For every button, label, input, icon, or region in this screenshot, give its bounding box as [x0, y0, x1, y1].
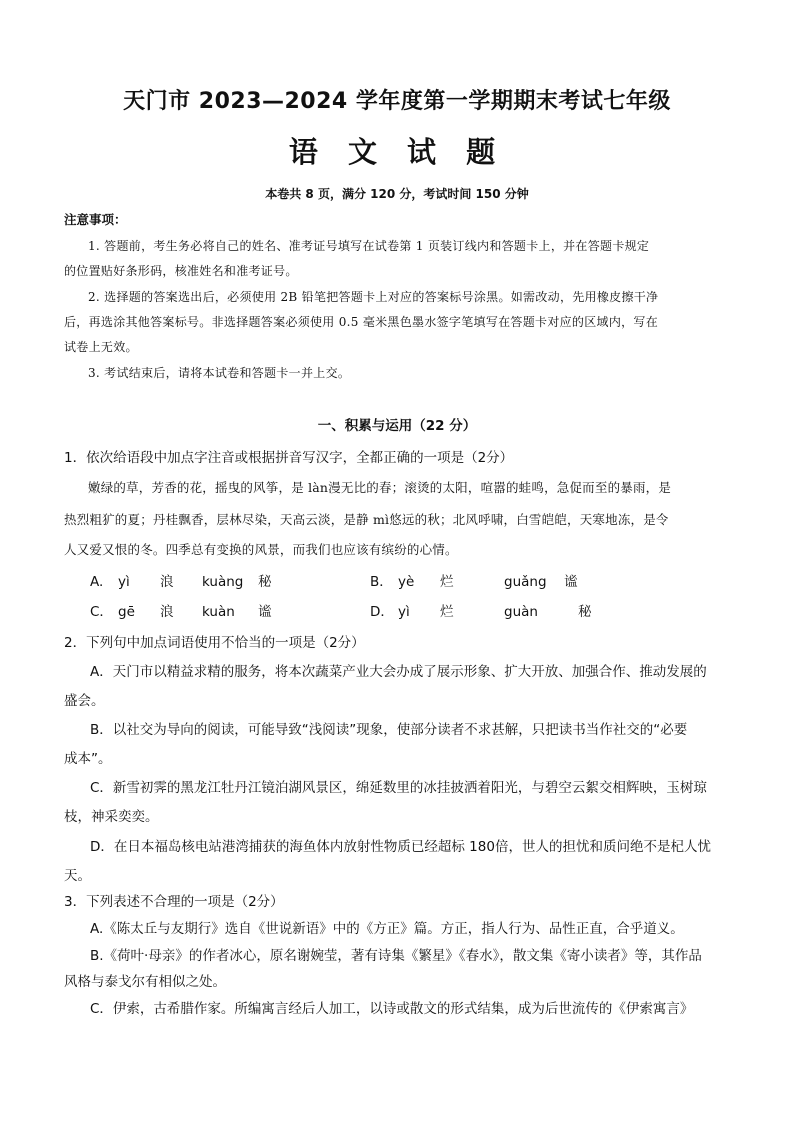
option-part: 烂	[440, 604, 454, 620]
exam-info: 本卷共 8 页，满分 120 分，考试时间 150 分钟	[265, 187, 529, 201]
notice-line: 2. 选择题的答案选出后，必须使用 2B 铅笔把答题卡上对应的答案标号涂黑。如需改动，先用橡皮擦干净	[88, 290, 659, 304]
notice-line: 试卷上无效。	[64, 340, 138, 354]
option-label: A.	[90, 574, 104, 590]
question-2-stem: 2．下列句中加点词语使用不恰当的一项是（2分）	[64, 635, 365, 651]
q2-option-line: C．新雪初霁的黑龙江牡丹江镜泊湖风景区，绵延数里的冰挂披洒着阳光，与碧空云絮交相辉映，玉树琼	[90, 780, 707, 796]
option-part: guàn	[504, 604, 538, 620]
q2-option-line: A．天门市以精益求精的服务，将本次蔬菜产业大会办成了展示形象、扩大开放、加强合作、推动发展的	[90, 664, 707, 680]
q3-option-line: A.《陈太丘与友期行》选自《世说新语》中的《方正》篇。方正，指人行为、品性正直，合乎道义。	[90, 921, 684, 937]
option-label: C．	[90, 604, 113, 620]
q2-option-line: 天。	[64, 868, 91, 884]
exam-subject-title: 语 文 试 题	[288, 135, 506, 169]
q2-option-line: 盛会。	[64, 693, 105, 709]
notice-line: 1. 答题前，考生务必将自己的姓名、准考证号填写在试卷第 1 页装订线内和答题卡上，并在答题卡规定	[88, 239, 650, 253]
option-part: guǎng	[504, 574, 547, 590]
option-part: yì	[118, 574, 130, 590]
q2-option-line: 枝，神采奕奕。	[64, 809, 159, 825]
q1-option-a	[90, 570, 272, 590]
q1-option-d	[370, 600, 592, 620]
q2-option-line: D．在日本福岛核电站港湾捕获的海鱼体内放射性物质已经超标 180倍，世人的担忧和质问绝不是杞人忧	[90, 839, 711, 855]
option-part: 谧	[258, 604, 272, 620]
option-part: 浪	[160, 574, 174, 590]
q1-passage-line: 嫩绿的草，芳香的花，摇曳的风筝，是 làn漫无比的春；滚烫的太阳，喧嚣的蛙鸣，急促而至的暴雨，是	[88, 480, 672, 495]
option-part: 秘	[258, 574, 272, 590]
option-part: kuàng	[202, 574, 244, 590]
option-label: B．	[370, 574, 393, 590]
exam-title: 天门市 2023—2024 学年度第一学期期末考试七年级	[123, 89, 671, 114]
q1-passage-line: 热烈粗犷的夏；丹桂飘香，层林尽染，天高云淡，是静 mì悠远的秋；北风呼啸，白雪皑皑，天寒地冻，是令	[64, 512, 669, 527]
question-1-stem: 1．依次给语段中加点字注音或根据拼音写汉字，全都正确的一项是（2分）	[64, 450, 514, 466]
option-label: D．	[370, 604, 394, 620]
q1-option-c	[90, 600, 272, 620]
option-part: 浪	[160, 604, 174, 620]
option-part: kuàn	[202, 604, 235, 620]
q3-option-line: 风格与泰戈尔有相似之处。	[64, 974, 226, 990]
option-part: yì	[398, 604, 410, 620]
option-part: 烂	[440, 574, 454, 590]
option-part: 秘	[578, 604, 592, 620]
notice-heading: 注意事项：	[64, 212, 127, 227]
notice-line: 3. 考试结束后，请将本试卷和答题卡一并上交。	[88, 366, 351, 380]
q1-option-b	[370, 570, 578, 590]
question-3-stem: 3．下列表述不合理的一项是（2分）	[64, 894, 284, 910]
option-part: gē	[118, 604, 135, 620]
q2-option-line: 成本”。	[64, 751, 112, 767]
option-part: 谧	[564, 574, 578, 590]
q3-option-line: B.《荷叶·母亲》的作者冰心，原名谢婉莹，著有诗集《繁星》《春水》，散文集《寄小读者》等，其作品	[90, 948, 702, 964]
q3-option-line: C．伊索，古希腊作家。所编寓言经后人加工，以诗或散文的形式结集，成为后世流传的《伊索寓言》	[90, 1001, 694, 1017]
section-heading: 一、积累与运用（22 分）	[317, 418, 477, 434]
notice-line: 后，再选涂其他答案标号。非选择题答案必须使用 0.5 毫米黑色墨水签字笔填写在答题卡对应的区域内，写在	[64, 315, 659, 329]
q2-option-line: B．以社交为导向的阅读，可能导致“浅阅读”现象，使部分读者不求甚解，只把读书当作社交的“必要	[90, 722, 688, 738]
notice-line: 的位置贴好条形码，核准姓名和准考证号。	[64, 264, 298, 278]
option-part: yè	[398, 574, 415, 590]
q1-passage-line: 人又爱又恨的冬。四季总有变换的风景，而我们也应该有缤纷的心情。	[64, 542, 458, 557]
